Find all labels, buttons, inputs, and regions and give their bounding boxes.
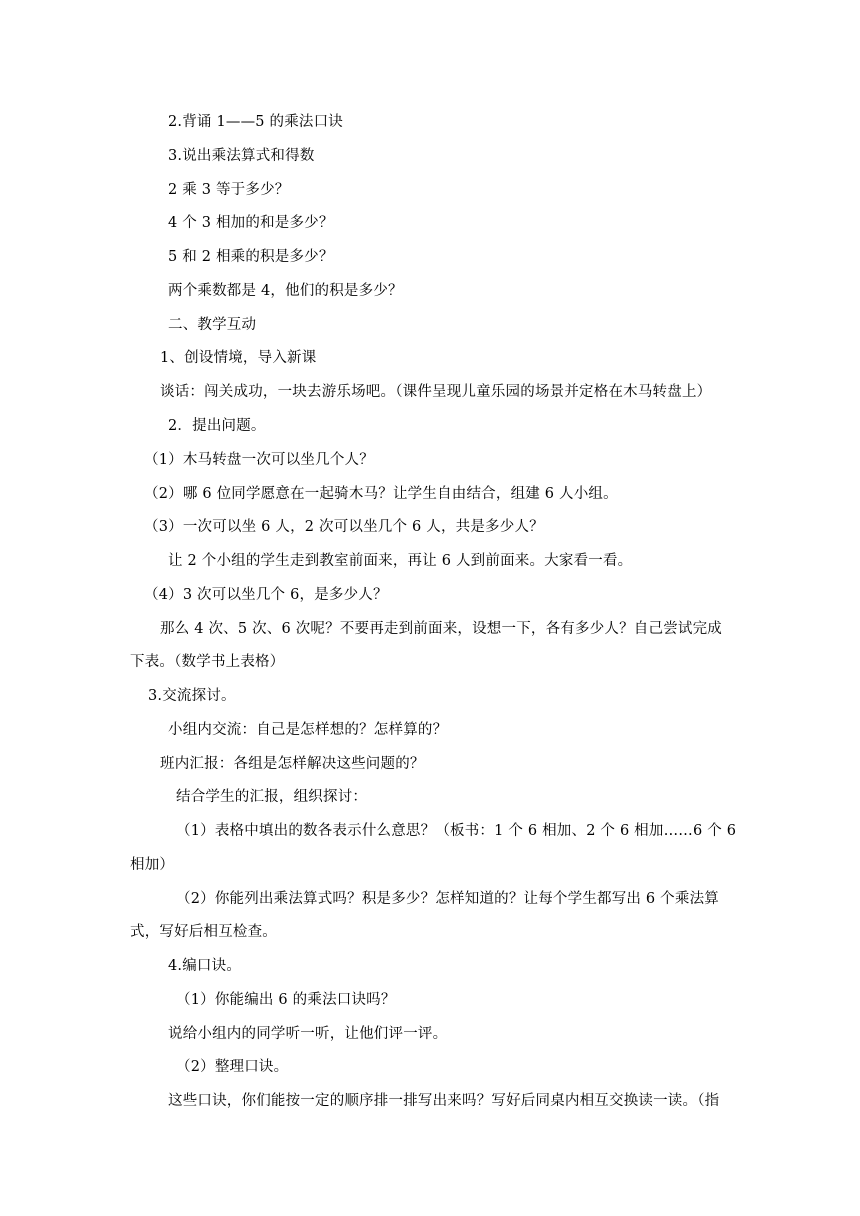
text-line: 说给小组内的同学听一听，让他们评一评。 (168, 1026, 448, 1042)
text-line: 5 和 2 相乘的积是多少？ (168, 249, 334, 265)
text-line: （1）表格中填出的数各表示什么意思？（板书：1 个 6 相加、2 个 6 相加……6 个 6 (176, 823, 737, 839)
text-line: 2 乘 3 等于多少？ (168, 182, 290, 198)
text-line: 小组内交流：自己是怎样想的？怎样算的？ (168, 722, 448, 738)
text-line: （2）哪 6 位同学愿意在一起骑木马？让学生自由结合，组建 6 人小组。 (144, 486, 618, 502)
text-line: （2）你能列出乘法算式吗？积是多少？怎样知道的？让每个学生都写出 6 个乘法算 (176, 891, 719, 907)
text-line: 3.交流探讨。 (148, 688, 236, 704)
text-line: 4 个 3 相加的和是多少？ (168, 215, 334, 231)
text-line: 式，写好后相互检查。 (130, 924, 277, 940)
text-line: （3）一次可以坐 6 人，2 次可以坐几个 6 人，共是多少人？ (144, 519, 544, 535)
text-line: 这些口诀，你们能按一定的顺序排一排写出来吗？写好后同桌内相互交换读一读。（指 (168, 1093, 720, 1109)
text-line: 那么 4 次、5 次、6 次呢？不要再走到前面来，设想一下，各有多少人？自己尝试完成 (160, 621, 723, 637)
text-line: 班内汇报：各组是怎样解决这些问题的？ (160, 756, 425, 772)
text-line: 结合学生的汇报，组织探讨： (176, 789, 368, 805)
text-line: 两个乘数都是 4，他们的积是多少？ (168, 283, 403, 299)
section-heading: 二、教学互动 (168, 317, 257, 333)
text-line: 下表。（数学书上表格） (130, 654, 285, 670)
text-line: 4.编口诀。 (168, 958, 242, 974)
subsection-heading: 1、创设情境，导入新课 (160, 350, 317, 366)
text-line: （1）你能编出 6 的乘法口诀吗？ (176, 992, 396, 1008)
text-line: （1）木马转盘一次可以坐几个人？ (144, 452, 374, 468)
text-line: 2.背诵 1——5 的乘法口诀 (168, 114, 344, 130)
text-line: 相加） (130, 857, 175, 873)
text-line: 让 2 个小组的学生走到教室前面来，再让 6 人到前面来。大家看一看。 (168, 553, 633, 569)
text-line: 谈话：闯关成功，一块去游乐场吧。（课件呈现儿童乐园的场景并定格在木马转盘上） (160, 384, 712, 400)
text-line: 2．提出问题。 (168, 418, 266, 434)
text-line: （2）整理口诀。 (176, 1059, 289, 1075)
text-line: 3.说出乘法算式和得数 (168, 148, 315, 164)
text-line: （4）3 次可以坐几个 6，是多少人？ (144, 587, 388, 603)
